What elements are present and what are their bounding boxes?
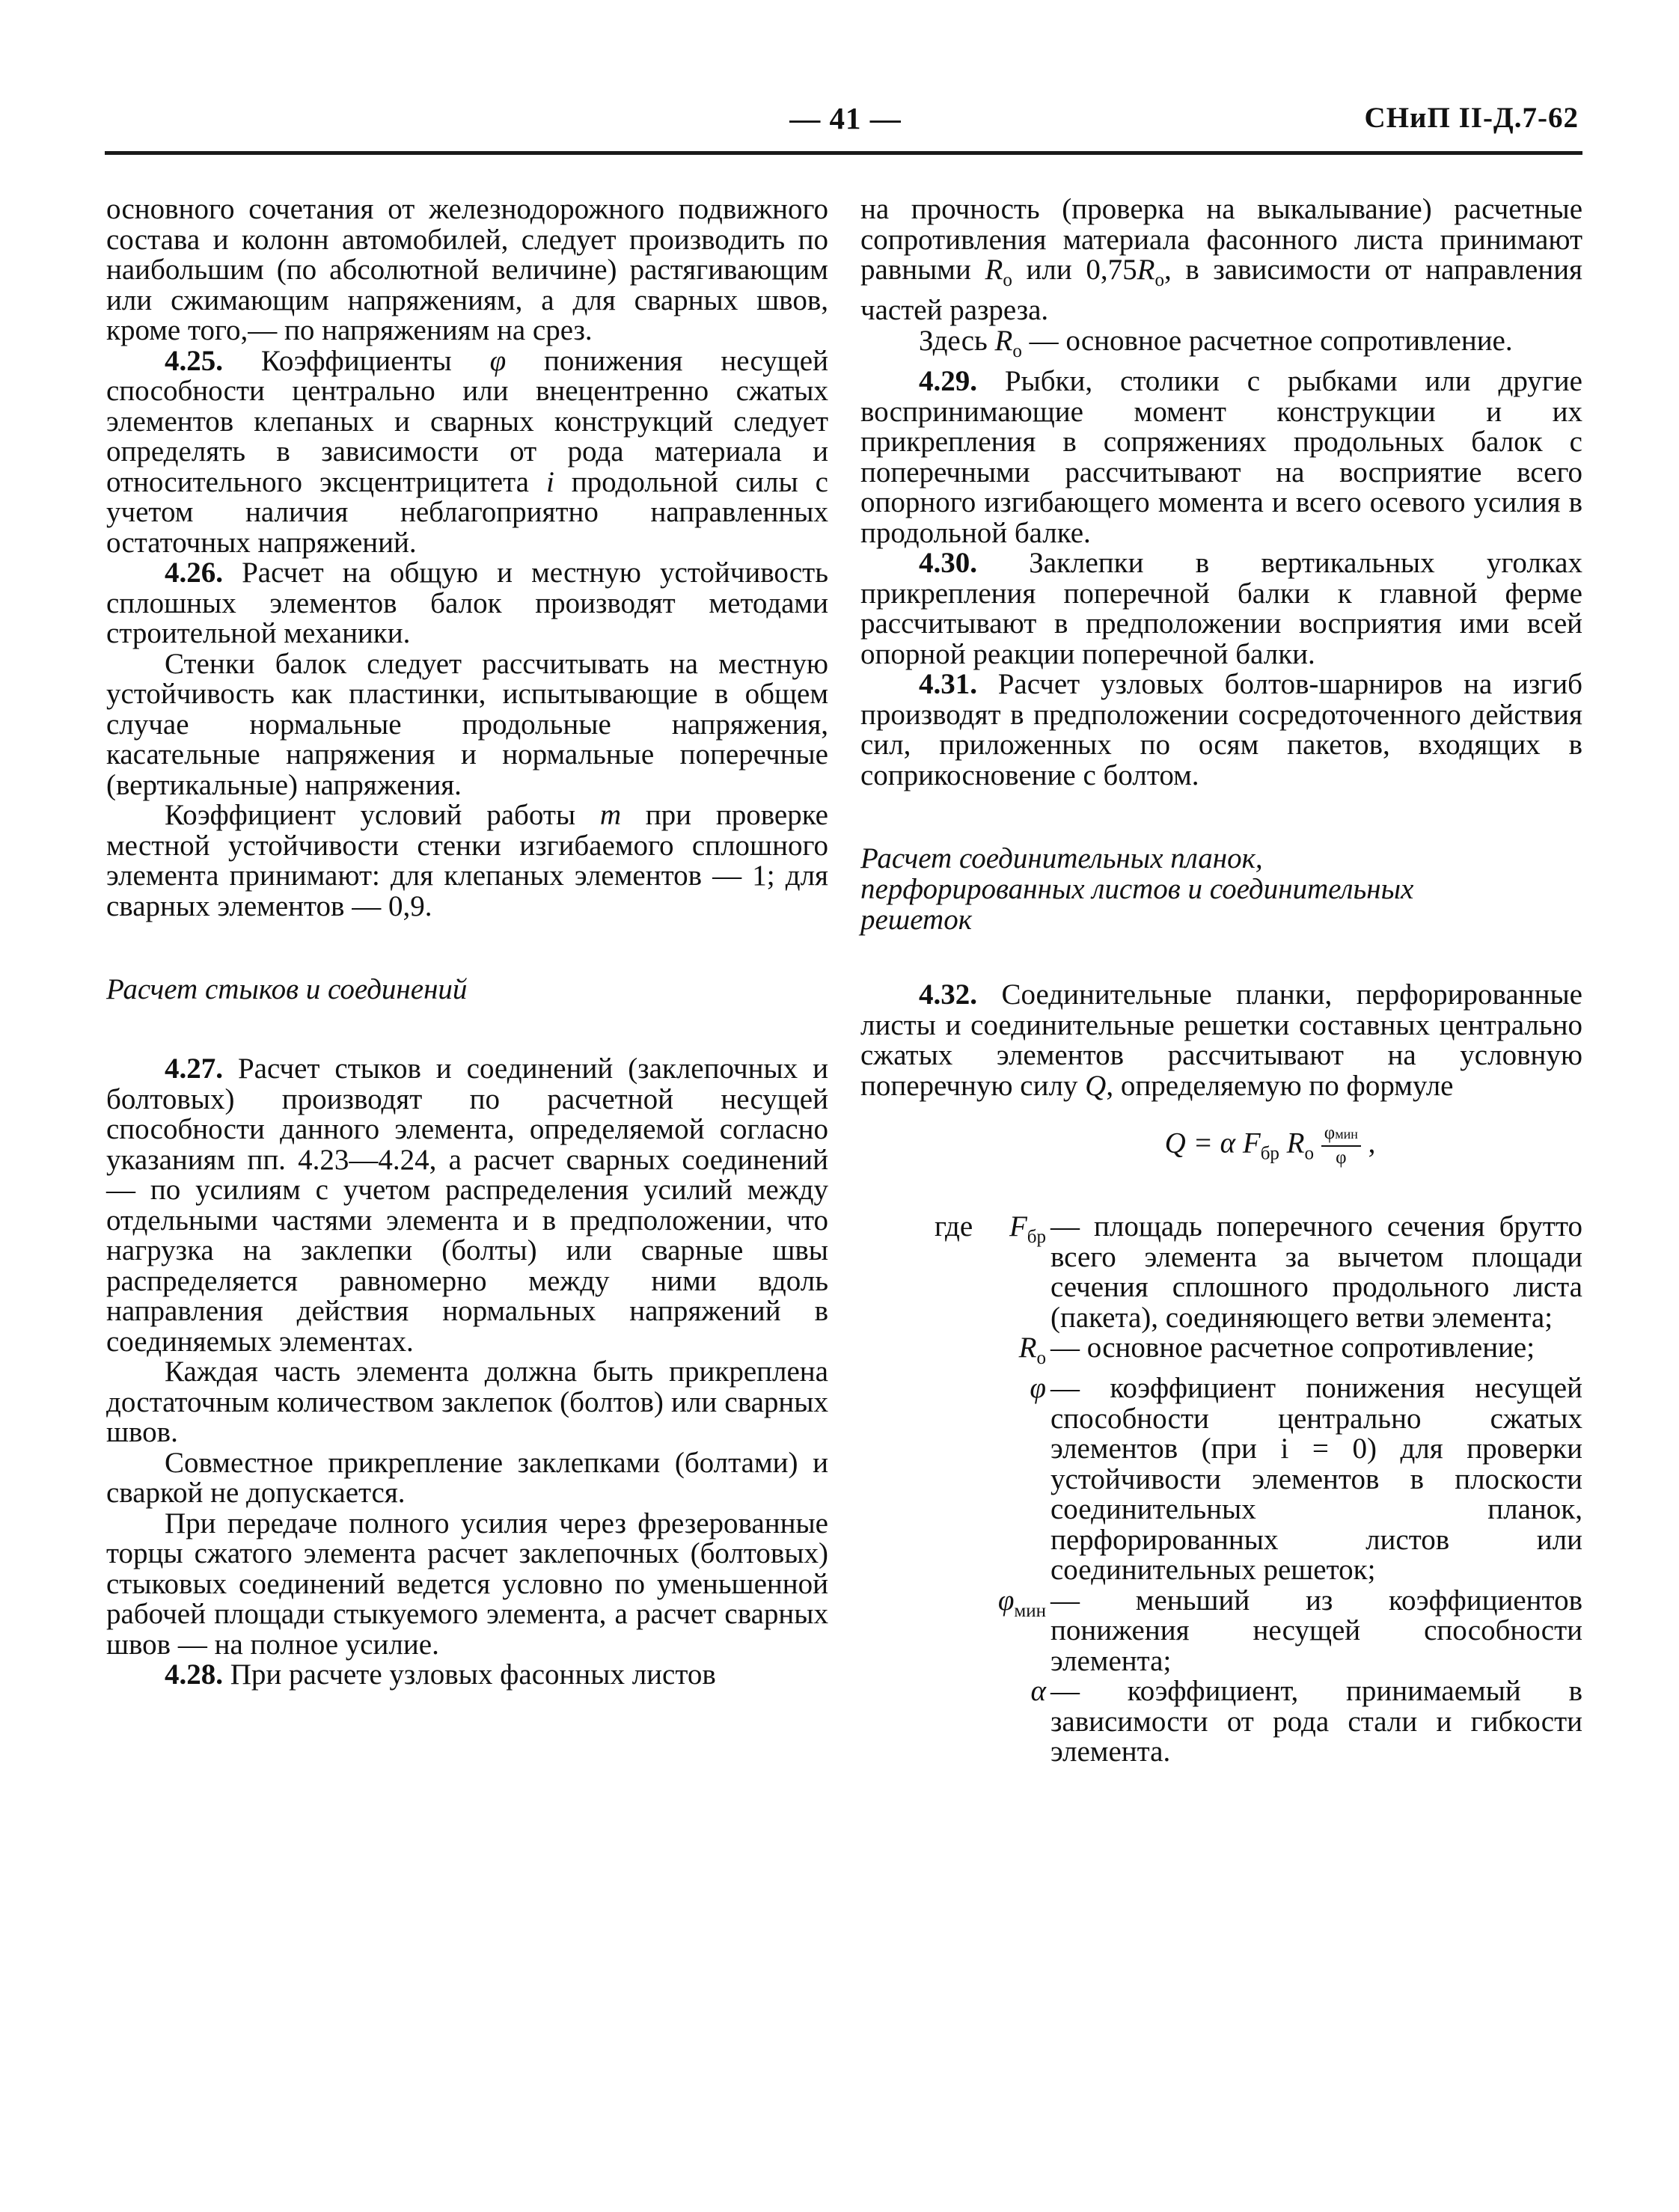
text: При расчете узловых фасонных листов xyxy=(223,1658,716,1691)
formula xyxy=(958,1122,1582,1195)
text: или 0,75 xyxy=(1012,254,1137,286)
formula-lhs: Q = α F xyxy=(1164,1127,1261,1159)
text: Здесь xyxy=(919,324,995,357)
fraction-denominator: φ xyxy=(1336,1148,1347,1168)
text: понижения несущей способности центрально или внецентренно сжатых элементов клепаных и сварных конструкций следует определять в зависимости от рода материала и относительного эксцентрицитета xyxy=(106,344,828,498)
clause-number: 4.32. xyxy=(919,978,977,1011)
definition-item xyxy=(860,1676,1582,1768)
definition-symbol xyxy=(860,1212,1050,1333)
definition-text: — площадь поперечного сечения брутто всего элемента за вычетом площади сечения сплошного продольного листа (пакета), соединяющего ветви элемента; xyxy=(1050,1210,1582,1334)
paragraph-4-32 xyxy=(860,980,1582,1101)
paragraph: основного сочетания от железнодорожного подвижного состава и колонн автомобилей, следует производить по наибольшим (по абсолютной величине) растягивающим или сжимающим напряжениям, а для сварных швов, кроме того,— по напряжениям на срез. xyxy=(106,193,828,346)
section-heading: Расчет стыков и соединений xyxy=(106,973,468,1005)
text: на прочность (проверка на выкалывание) расчетные сопротивления материала фасонного листа принимают равными xyxy=(860,193,1582,286)
fraction-numerator xyxy=(1321,1122,1361,1147)
formula-tail: , xyxy=(1360,1127,1376,1159)
left-column xyxy=(106,194,828,1691)
subscript: о xyxy=(1012,340,1022,361)
clause-number: 4.31. xyxy=(919,668,977,701)
paragraph-4-26 xyxy=(106,558,828,649)
definition-text: — коэффициент понижения несущей способности центрально сжатых элементов (при i = 0) для проверки устойчивости элементов в плоскости соединительных планок, перфорированных листов или соединительных решеток; xyxy=(1050,1372,1582,1587)
paragraph-4-30 xyxy=(860,548,1582,670)
definition-item xyxy=(860,1586,1582,1677)
where-word: где xyxy=(934,1210,973,1243)
text: Соединительные планки, перфорированные листы и соединительные решетки составных центрально сжатых элементов рассчитывают на условную поперечную силу xyxy=(860,978,1582,1102)
clause-number: 4.25. xyxy=(165,344,223,377)
symbol: F xyxy=(1009,1210,1027,1243)
paragraph: Стенки балок следует рассчитывать на местную устойчивость как пластинки, испытывающие в общем случае нормальные продольные напряжения, касательные напряжения и нормальные поперечные (вертикальные) напряжения. xyxy=(106,647,828,801)
subscript: о xyxy=(1036,1347,1046,1368)
m-symbol: m xyxy=(599,799,622,831)
text: Расчет узловых болтов-шарниров на изгиб производят в предположении сосредоточенного действия сил, приложенных по осям пакетов, входящих в соприкосновение с болтом. xyxy=(860,668,1582,791)
paragraph-4-28 xyxy=(106,1660,828,1691)
phi-symbol: φ xyxy=(489,344,507,377)
subscript: мин xyxy=(1335,1127,1358,1142)
fraction xyxy=(1321,1122,1361,1169)
clause-number: 4.28. xyxy=(165,1658,223,1691)
r0-symbol: R xyxy=(985,254,1003,286)
clause-number: 4.29. xyxy=(919,365,977,398)
subscript: о xyxy=(1154,269,1164,290)
text: Расчет на общую и местную устойчивость сплошных элементов балок производят методами строительной механики. xyxy=(106,557,828,649)
page-number: — 41 — xyxy=(789,101,902,135)
definition-item xyxy=(860,1212,1582,1333)
text: Коэффициенты xyxy=(223,344,490,377)
paragraph-4-31 xyxy=(860,670,1582,791)
subscript: бр xyxy=(1260,1143,1279,1164)
definition-symbol xyxy=(860,1373,1050,1586)
text: Расчет стыков и соединений (заклепочных и болтовых) производят по расчетной несущей способности данного элемента, определяемой согласно указаниям пп. 4.23—4.24, а расчет сварных соединений — по усилиям с учетом распределения усилий между отдельными частями элемента и в предположении, что нагрузка на заклепки (болты) или сварные швы распределяется равномерно между ними вдоль направления действия нормальных напряжений в соединяемых элементах. xyxy=(106,1053,828,1358)
q-symbol: Q xyxy=(1085,1069,1107,1102)
phi-symbol: φ xyxy=(1324,1123,1336,1144)
definitions-list xyxy=(860,1212,1582,1768)
text: — основное расчетное сопротивление. xyxy=(1021,324,1513,357)
symbol: α xyxy=(1030,1675,1046,1708)
paragraph-4-27 xyxy=(106,1054,828,1357)
right-column xyxy=(860,194,1582,1768)
definition-symbol xyxy=(860,1333,1050,1373)
subscript: о xyxy=(1003,269,1012,290)
subscript: бр xyxy=(1027,1226,1046,1247)
definition-text: — коэффициент, принимаемый в зависимости от рода стали и гибкости элемента. xyxy=(1050,1675,1582,1768)
subscript: мин xyxy=(1014,1600,1046,1621)
text: , определяемую по формуле xyxy=(1106,1069,1454,1102)
text: Коэффициент условий работы xyxy=(165,799,600,831)
clause-number: 4.26. xyxy=(165,557,223,589)
paragraph: Совместное прикрепление заклепками (болтами) и сваркой не допускается. xyxy=(106,1446,828,1509)
symbol: φ xyxy=(997,1584,1015,1617)
text: Рыбки, столики с рыбками или другие воспринимающие момент конструкции и их прикрепления в сопряжениях продольных балок с поперечными рассчитывают на восприятие всего опорного изгибающего момента и всего осевого усилия в продольной балке. xyxy=(860,365,1582,549)
definition-item xyxy=(860,1373,1582,1586)
paragraph xyxy=(860,194,1582,326)
paragraph: Каждая часть элемента должна быть прикреплена достаточным количеством заклепок (болтов) или сварных швов. xyxy=(106,1355,828,1448)
text: продольной силы с учетом наличия неблагоприятно направленных остаточных напряжений. xyxy=(106,465,828,559)
definition-symbol xyxy=(860,1586,1050,1677)
text: , в зависимости от направления частей разреза. xyxy=(860,254,1582,327)
section-heading-line: перфорированных листов и соединительных xyxy=(860,873,1414,906)
definition-text: — основное расчетное сопротивление; xyxy=(1050,1332,1535,1364)
text: при проверке местной устойчивости стенки изгибаемого сплошного элемента принимают: для клепаных элементов — 1; для сварных элементов — 0,9. xyxy=(106,799,828,922)
text: Заклепки в вертикальных уголках прикрепления поперечной балки к главной ферме рассчитывают в предположении восприятия ими всей опорной реакции поперечной балки. xyxy=(860,547,1582,670)
paragraph: При передаче полного усилия через фрезерованные торцы сжатого элемента расчет заклепочных (болтовых) стыковых соединений ведется условно по уменьшенной рабочей площади стыкуемого элемента, а расчет сварных швов — на полное усилие. xyxy=(106,1507,828,1661)
clause-number: 4.30. xyxy=(919,547,977,580)
section-heading-line: Расчет соединительных планок, xyxy=(860,842,1263,875)
symbol: R xyxy=(1018,1332,1037,1364)
formula-r: R xyxy=(1279,1127,1305,1159)
paragraph xyxy=(106,800,828,922)
definition-item xyxy=(860,1333,1582,1373)
header-rule xyxy=(105,151,1582,155)
clause-number: 4.27. xyxy=(165,1053,223,1085)
paragraph-4-29 xyxy=(860,367,1582,548)
section-heading xyxy=(860,843,1582,935)
paragraph xyxy=(860,326,1582,367)
document-code: СНиП II-Д.7-62 xyxy=(1364,102,1579,134)
subscript: о xyxy=(1304,1143,1314,1164)
definition-symbol xyxy=(860,1676,1050,1768)
symbol: φ xyxy=(1030,1372,1046,1405)
definition-text: — меньший из коэффициентов понижения несущей способности элемента; xyxy=(1050,1584,1582,1677)
paragraph-4-25 xyxy=(106,346,828,559)
r0-symbol: R xyxy=(1137,254,1155,286)
section-heading-line: решеток xyxy=(860,904,972,937)
i-symbol: i xyxy=(545,465,554,498)
r0-symbol: R xyxy=(994,324,1013,357)
